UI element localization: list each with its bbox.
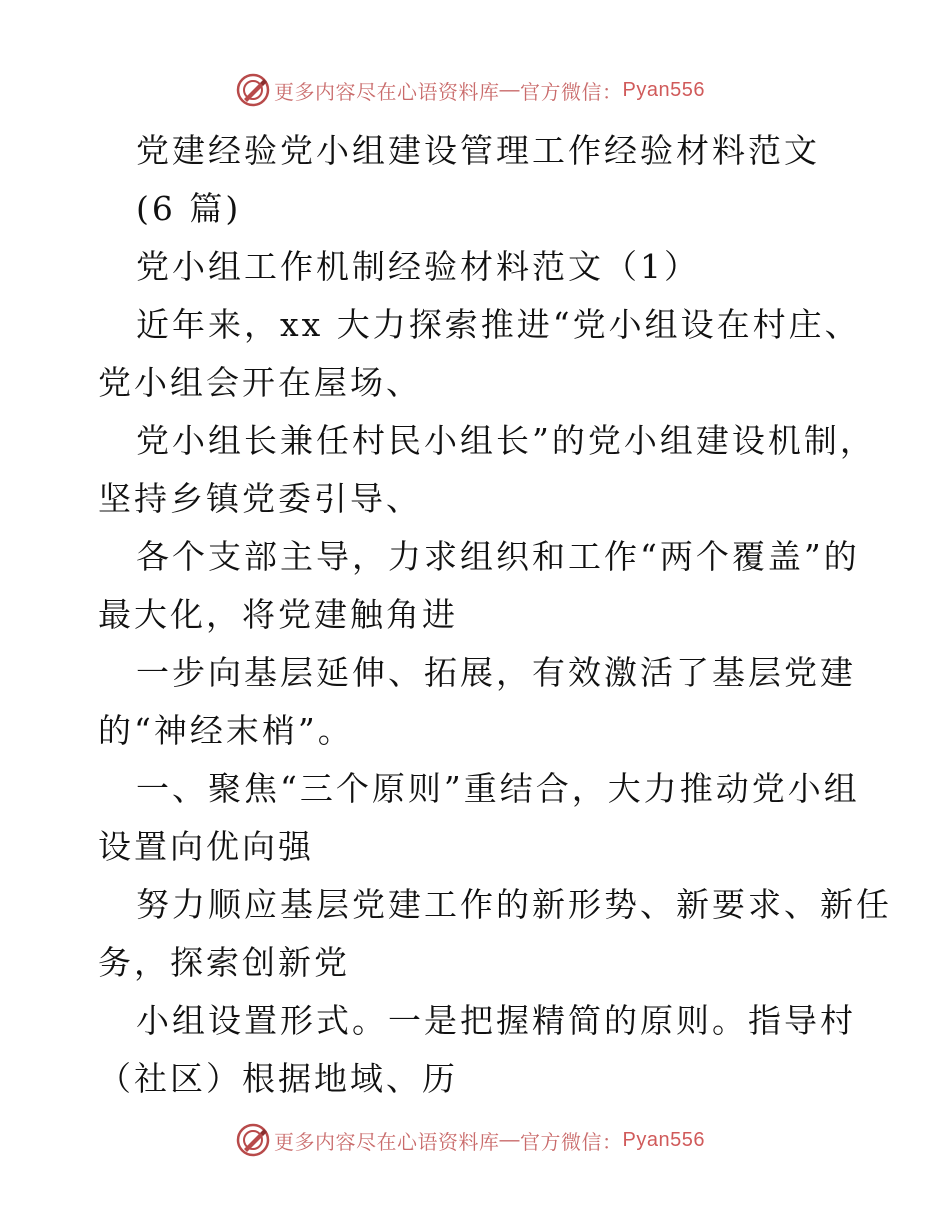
paragraph-line: 的“神经末梢”。: [98, 711, 354, 750]
document-title-line-1: 党建经验党小组建设管理工作经验材料范文: [136, 131, 820, 170]
paragraph-line: 小组设置形式。一是把握精简的原则。指导村: [136, 1001, 856, 1040]
paragraph-line: 一步向基层延伸、拓展，有效激活了基层党建: [136, 653, 856, 692]
watermark-footer: [236, 1122, 705, 1158]
pen-logo-icon: [236, 1123, 270, 1157]
paragraph-line: （社区）根据地域、历: [98, 1059, 458, 1098]
paragraph-line: 党小组会开在屋场、: [98, 363, 422, 402]
paragraph-line: 努力顺应基层党建工作的新形势、新要求、新任: [136, 885, 892, 924]
watermark-official-label: 官方微信：: [520, 1131, 623, 1154]
section-heading-line: 设置向优向强: [98, 827, 314, 866]
document-title-line-2: (6 篇): [136, 189, 242, 228]
paragraph-line: 近年来，xx 大力探索推进“党小组设在村庄、: [136, 305, 861, 344]
paragraph-line: 党小组长兼任村民小组长”的党小组建设机制，: [136, 421, 876, 460]
watermark-wechat-id: Pyan556: [622, 1128, 705, 1151]
watermark-separator: —: [499, 1128, 520, 1151]
paragraph-line: 各个支部主导，力求组织和工作“两个覆盖”的: [136, 537, 860, 576]
paragraph-line: 最大化，将党建触角进: [98, 595, 458, 634]
watermark-wechat-id: Pyan556: [622, 78, 705, 101]
paragraph-line: 务，探索创新党: [98, 943, 350, 982]
paragraph-line: 坚持乡镇党委引导、: [98, 479, 422, 518]
watermark-main-text: 更多内容尽在心语资料库: [274, 1131, 500, 1154]
section-heading-line: 一、聚焦“三个原则”重结合，大力推动党小组: [136, 769, 860, 808]
section-subtitle: 党小组工作机制经验材料范文（1）: [136, 247, 700, 286]
watermark-main-text: 更多内容尽在心语资料库: [274, 81, 500, 104]
watermark-separator: —: [499, 78, 520, 101]
watermark-header: [236, 72, 705, 108]
watermark-official-label: 官方微信：: [520, 81, 623, 104]
pen-logo-icon: [236, 73, 270, 107]
